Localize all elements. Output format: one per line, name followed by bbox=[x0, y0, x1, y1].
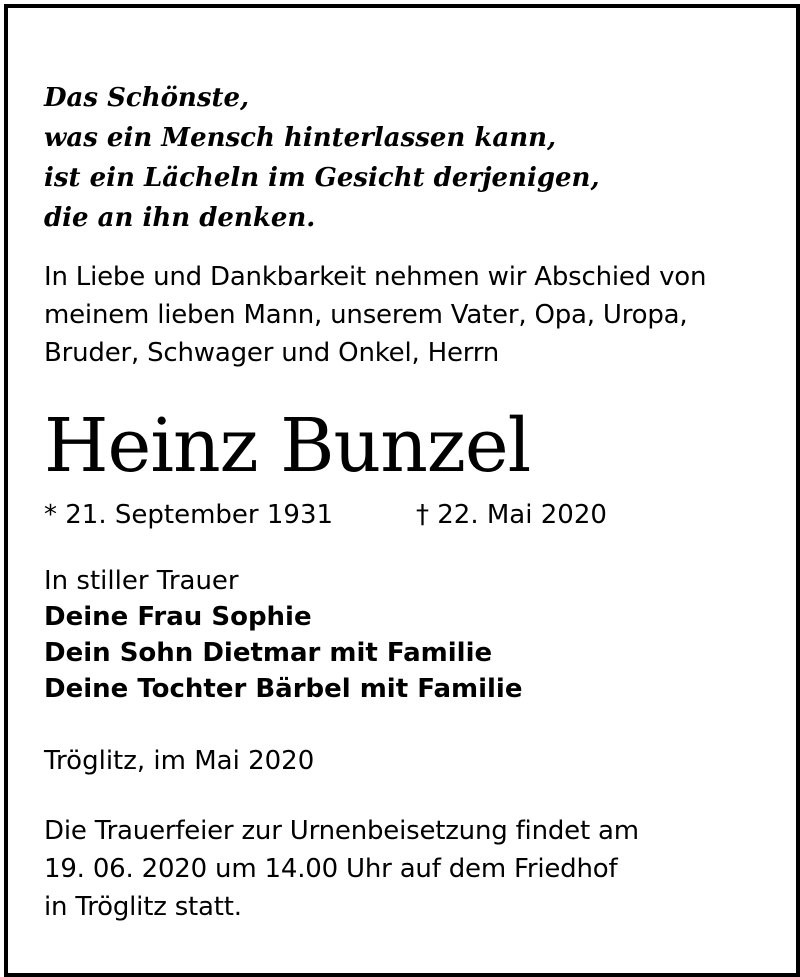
mourners-heading: In stiller Trauer bbox=[44, 566, 239, 596]
death-date: † 22. Mai 2020 bbox=[416, 500, 607, 530]
deceased-name: Heinz Bunzel bbox=[44, 403, 531, 489]
farewell-line: meinem lieben Mann, unserem Vater, Opa, Uropa, bbox=[44, 300, 688, 330]
ceremony-line: 19. 06. 2020 um 14.00 Uhr auf dem Friedhof bbox=[44, 854, 618, 884]
farewell-line: In Liebe und Dankbarkeit nehmen wir Abschied von bbox=[44, 262, 707, 292]
ceremony-info bbox=[44, 812, 639, 926]
farewell-line: Bruder, Schwager und Onkel, Herrn bbox=[44, 338, 500, 368]
mourners-section bbox=[44, 563, 522, 707]
mourner-name: Dein Sohn Dietmar mit Familie bbox=[44, 638, 493, 668]
birth-date: * 21. September 1931 bbox=[44, 500, 334, 530]
ceremony-line: Die Trauerfeier zur Urnenbeisetzung findet am bbox=[44, 816, 639, 846]
quote-line: was ein Mensch hinterlassen kann, bbox=[44, 123, 557, 153]
farewell-text bbox=[44, 258, 706, 372]
mourner-name: Deine Frau Sophie bbox=[44, 602, 312, 632]
mourner-name: Deine Tochter Bärbel mit Familie bbox=[44, 674, 523, 704]
quote-line: Das Schönste, bbox=[44, 83, 250, 113]
quote-line: die an ihn denken. bbox=[44, 203, 316, 233]
memorial-quote bbox=[44, 78, 600, 238]
quote-line: ist ein Lächeln im Gesicht derjenigen, bbox=[44, 163, 600, 193]
place-and-date: Tröglitz, im Mai 2020 bbox=[44, 746, 315, 776]
ceremony-line: in Tröglitz statt. bbox=[44, 892, 242, 922]
